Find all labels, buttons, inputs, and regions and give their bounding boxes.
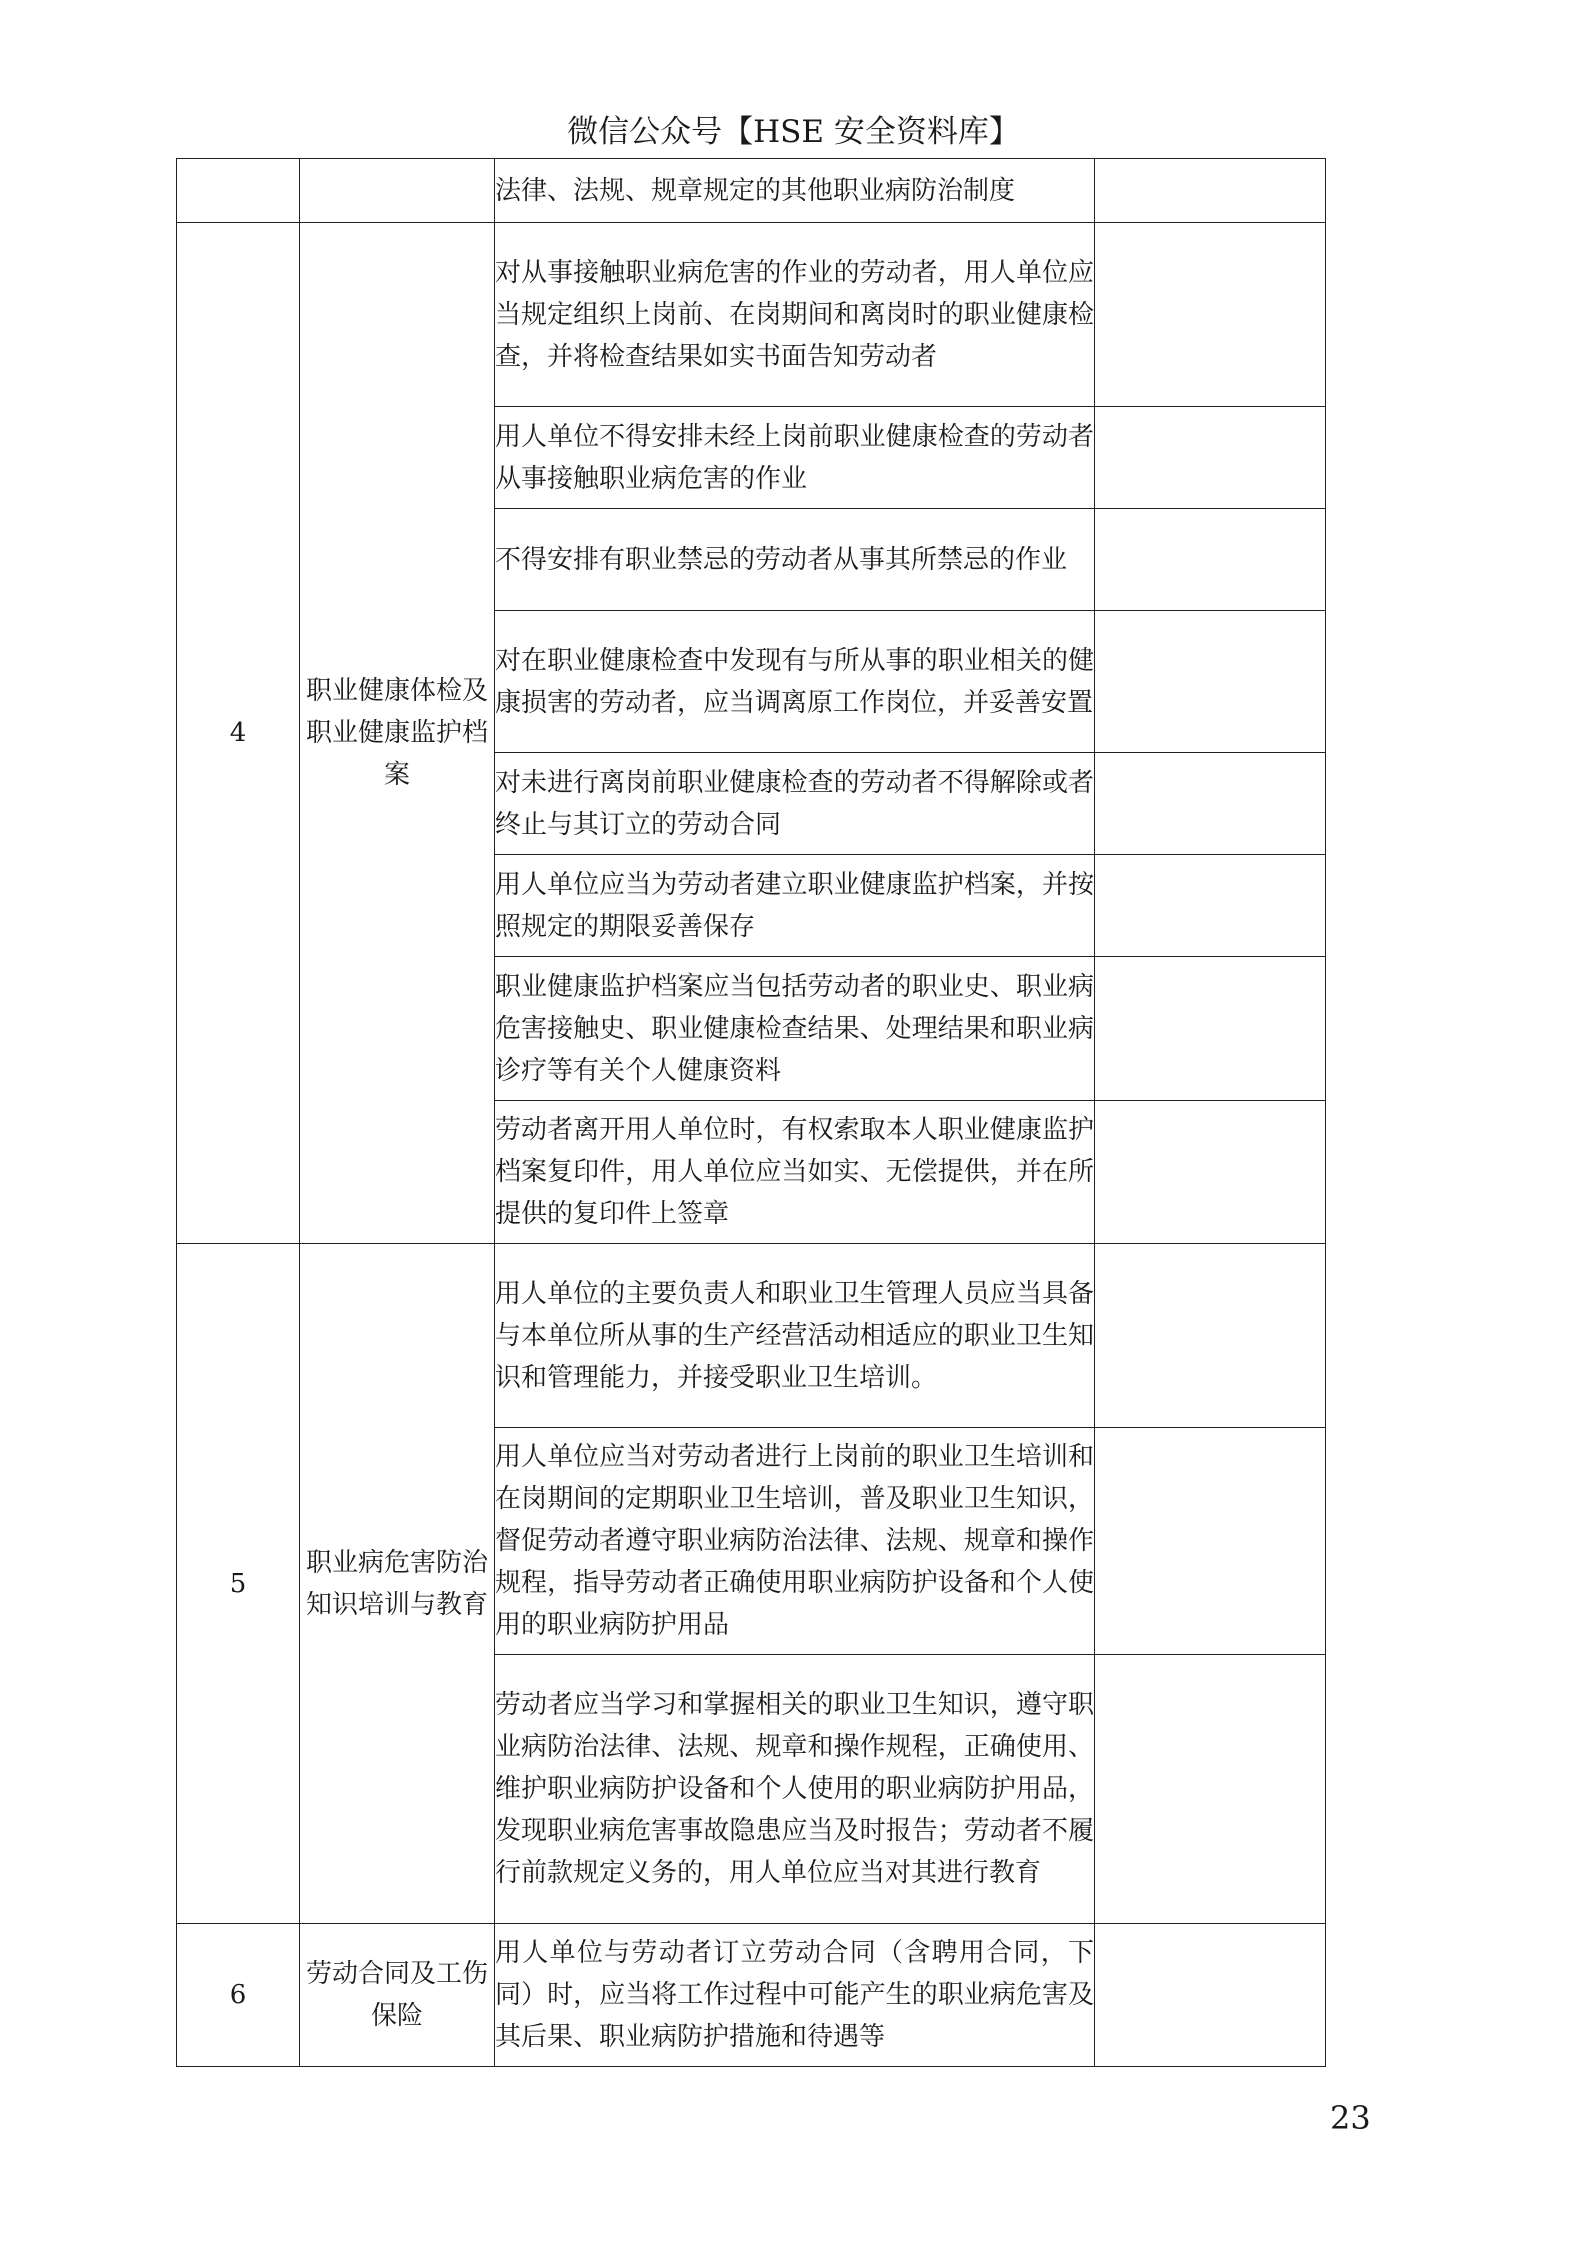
result-cell	[1095, 407, 1326, 509]
content-cell: 对在职业健康检查中发现有与所从事的职业相关的健康损害的劳动者，应当调离原工作岗位，并妥善安置	[495, 611, 1095, 753]
table-row	[177, 159, 1326, 223]
page-number: 23	[1330, 2099, 1371, 2137]
content-cell: 用人单位的主要负责人和职业卫生管理人员应当具备与本单位所从事的生产经营活动相适应的职业卫生知识和管理能力，并接受职业卫生培训。	[495, 1244, 1095, 1428]
section-category-6: 劳动合同及工伤保险	[300, 1924, 495, 2067]
result-cell	[1095, 1244, 1326, 1428]
result-cell	[1095, 159, 1326, 223]
content-cell: 法律、法规、规章规定的其他职业病防治制度	[495, 159, 1095, 223]
result-cell	[1095, 1924, 1326, 2067]
content-cell: 用人单位应当为劳动者建立职业健康监护档案，并按照规定的期限妥善保存	[495, 855, 1095, 957]
content-cell: 用人单位不得安排未经上岗前职业健康检查的劳动者从事接触职业病危害的作业	[495, 407, 1095, 509]
section-number-5: 5	[177, 1244, 300, 1924]
content-cell: 用人单位与劳动者订立劳动合同（含聘用合同，下同）时，应当将工作过程中可能产生的职业病危害及其后果、职业病防护措施和待遇等	[495, 1924, 1095, 2067]
table-row	[177, 1924, 1326, 2067]
page-header: 微信公众号【HSE 安全资料库】	[567, 114, 1020, 150]
table-row	[177, 1244, 1326, 1428]
section-number-6: 6	[177, 1924, 300, 2067]
content-cell: 不得安排有职业禁忌的劳动者从事其所禁忌的作业	[495, 509, 1095, 611]
section-category-5: 职业病危害防治知识培训与教育	[300, 1244, 495, 1924]
result-cell	[1095, 223, 1326, 407]
result-cell	[1095, 1428, 1326, 1655]
section-number-4: 4	[177, 223, 300, 1244]
result-cell	[1095, 855, 1326, 957]
content-cell: 用人单位应当对劳动者进行上岗前的职业卫生培训和在岗期间的定期职业卫生培训，普及职业卫生知识，督促劳动者遵守职业病防治法律、法规、规章和操作规程，指导劳动者正确使用职业病防护设备和个人使用的职业病防护用品	[495, 1428, 1095, 1655]
result-cell	[1095, 1101, 1326, 1244]
result-cell	[1095, 957, 1326, 1101]
table-row	[177, 223, 1326, 407]
result-cell	[1095, 611, 1326, 753]
content-cell: 对从事接触职业病危害的作业的劳动者，用人单位应当规定组织上岗前、在岗期间和离岗时的职业健康检查，并将检查结果如实书面告知劳动者	[495, 223, 1095, 407]
content-cell: 职业健康监护档案应当包括劳动者的职业史、职业病危害接触史、职业健康检查结果、处理结果和职业病诊疗等有关个人健康资料	[495, 957, 1095, 1101]
result-cell	[1095, 509, 1326, 611]
result-cell	[1095, 1655, 1326, 1924]
content-cell: 劳动者应当学习和掌握相关的职业卫生知识，遵守职业病防治法律、法规、规章和操作规程，正确使用、维护职业病防护设备和个人使用的职业病防护用品，发现职业病危害事故隐患应当及时报告；劳动者不履行前款规定义务的，用人单位应当对其进行教育	[495, 1655, 1095, 1924]
content-cell: 劳动者离开用人单位时，有权索取本人职业健康监护档案复印件，用人单位应当如实、无偿提供，并在所提供的复印件上签章	[495, 1101, 1095, 1244]
content-cell: 对未进行离岗前职业健康检查的劳动者不得解除或者终止与其订立的劳动合同	[495, 753, 1095, 855]
inspection-table	[176, 158, 1326, 2067]
section-category-4: 职业健康体检及职业健康监护档案	[300, 223, 495, 1244]
number-cell	[177, 159, 300, 223]
category-cell	[300, 159, 495, 223]
result-cell	[1095, 753, 1326, 855]
